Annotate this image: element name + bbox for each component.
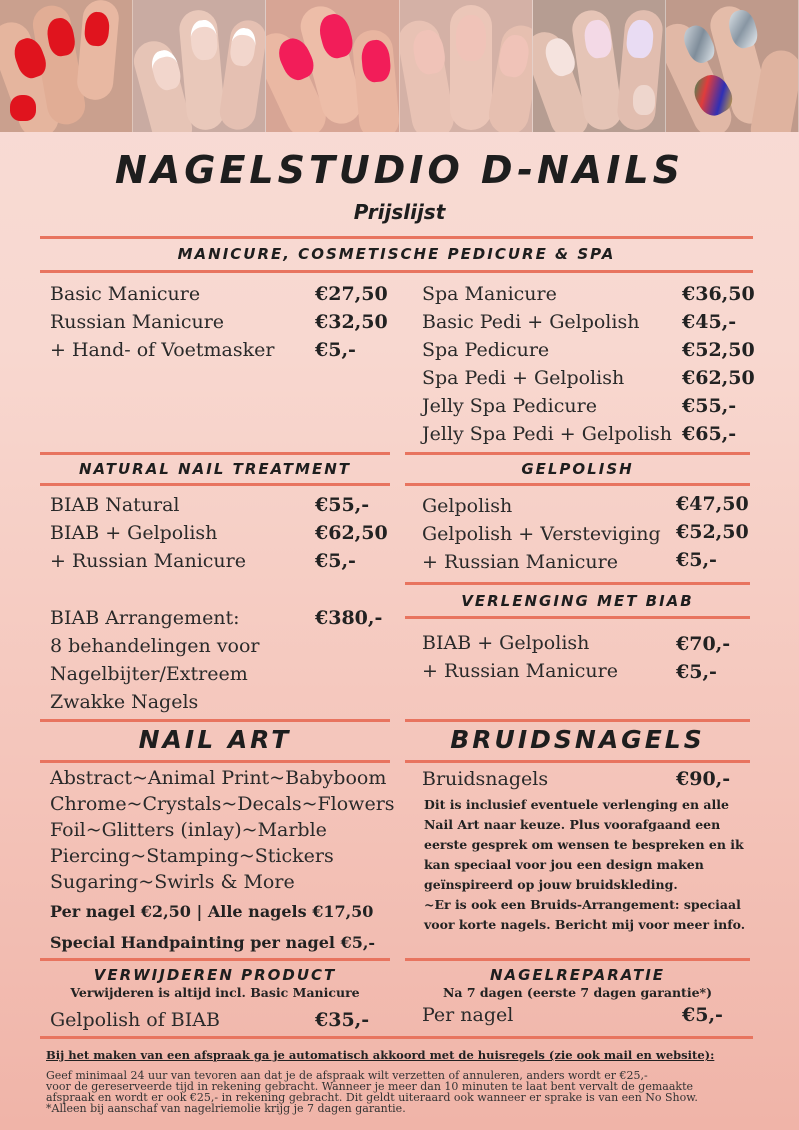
section-heading-manicure: MANICURE, COSMETISCHE PEDICURE & SPA: [177, 245, 616, 263]
arrangement-line: Nagelbijter/Extreem: [50, 663, 248, 685]
list-item-price: €32,50: [315, 311, 388, 333]
list-item-price: €5,-: [315, 339, 356, 361]
divider: [40, 236, 753, 239]
divider: [405, 452, 750, 455]
nailart-special: Special Handpainting per nagel €5,-: [50, 933, 376, 952]
list-item-name: Spa Pedicure: [422, 339, 550, 361]
nailart-line: Piercing~Stamping~Stickers: [50, 845, 334, 867]
list-item-name: BIAB + Gelpolish: [422, 632, 590, 654]
section-heading-verlenging: VERLENGING MET BIAB: [461, 592, 694, 610]
list-item-name: Spa Manicure: [422, 283, 557, 305]
list-item-price: €36,50: [682, 283, 755, 305]
footer-line: voor de gereserveerde tijd in rekening gebracht. Wanneer je meer dan 10 minuten te laat bent vervalt de gemaakte: [46, 1080, 693, 1093]
list-item-price: €52,50: [676, 521, 749, 543]
list-item-name: + Russian Manicure: [422, 551, 618, 573]
list-item-name: Per nagel: [422, 1004, 514, 1026]
nail-photo-leopard: [0, 0, 133, 132]
list-item-price: €62,50: [682, 367, 755, 389]
nailart-per-nail: Per nagel €2,50 | Alle nagels €17,50: [50, 902, 374, 921]
list-item-name: + Russian Manicure: [50, 550, 246, 572]
list-item-name: Jelly Spa Pedi + Gelpolish: [422, 423, 672, 445]
nailart-line: Abstract~Animal Print~Babyboom: [50, 767, 387, 789]
divider: [405, 719, 750, 722]
list-item-name: Basic Pedi + Gelpolish: [422, 311, 640, 333]
list-item-price: €45,-: [682, 311, 737, 333]
arrangement-line: 8 behandelingen voor: [50, 635, 260, 657]
nail-photo-glitter: [533, 0, 666, 132]
divider: [40, 452, 390, 455]
section-heading-verwijderen: VERWIJDEREN PRODUCT: [93, 966, 337, 984]
list-item-price: €62,50: [315, 522, 388, 544]
divider: [40, 1036, 753, 1039]
list-item-name: Bruidsnagels: [422, 768, 549, 790]
header-photo-strip: [0, 0, 799, 132]
page-subtitle: Prijslijst: [353, 200, 446, 224]
nail-photo-chrome: [666, 0, 799, 132]
footer-rules-text: [46, 1070, 766, 1114]
bruid-note-line: Dit is inclusief eventuele verlenging en alle: [424, 797, 729, 812]
arrangement-price: €380,-: [315, 607, 383, 629]
bruid-note-line: geïnspireerd op jouw bruidskleding.: [424, 877, 678, 892]
list-item-name: Basic Manicure: [50, 283, 201, 305]
divider: [40, 958, 390, 961]
arrangement-line: Zwakke Nagels: [50, 691, 199, 713]
nail-photo-french: [133, 0, 266, 132]
list-item-name: Gelpolish: [422, 495, 513, 517]
nail-photo-nude: [400, 0, 533, 132]
list-item-price: €55,-: [315, 494, 370, 516]
divider: [405, 958, 750, 961]
list-item-price: €52,50: [682, 339, 755, 361]
divider: [40, 719, 390, 722]
section-heading-natural: NATURAL NAIL TREATMENT: [79, 460, 351, 478]
page-title: NAGELSTUDIO D-NAILS: [115, 148, 684, 192]
list-item-name: + Russian Manicure: [422, 660, 618, 682]
footer-line: Geef minimaal 24 uur van tevoren aan dat je de afspraak wilt verzetten of annuleren, anders wordt er €25,-: [46, 1069, 648, 1082]
list-item-name: BIAB Natural: [50, 494, 180, 516]
section-heading-bruid: BRUIDSNAGELS: [450, 725, 705, 754]
divider: [405, 483, 750, 486]
section-heading-gelpolish: GELPOLISH: [521, 460, 634, 478]
bruid-note-line: kan speciaal voor jou een design maken: [424, 857, 704, 872]
list-item-name: Spa Pedi + Gelpolish: [422, 367, 625, 389]
list-item-price: €55,-: [682, 395, 737, 417]
list-item-price: €5,-: [676, 549, 717, 571]
list-item-name: BIAB + Gelpolish: [50, 522, 218, 544]
bruid-note-line: eerste gesprek om wensen te bespreken en ik: [424, 837, 744, 852]
list-item-price: €65,-: [682, 423, 737, 445]
nailart-line: Chrome~Crystals~Decals~Flowers: [50, 793, 395, 815]
bruid-note: [424, 795, 774, 935]
divider: [40, 270, 753, 273]
divider: [40, 760, 390, 763]
nail-photo-pink: [266, 0, 399, 132]
footer-rules-heading: Bij het maken van een afspraak ga je automatisch akkoord met de huisregels (zie ook mail en website):: [46, 1048, 715, 1062]
list-item-price: €47,50: [676, 493, 749, 515]
section-heading-reparatie: NAGELREPARATIE: [489, 966, 666, 984]
bruid-note-line: ~Er is ook een Bruids-Arrangement: speciaal: [424, 897, 741, 912]
list-item-price: €5,-: [682, 1004, 723, 1026]
divider: [405, 616, 750, 619]
list-item-price: €35,-: [315, 1009, 370, 1031]
footer-line: afspraak en wordt er ook €25,- in rekening gebracht. Dit geldt uiteraard ook wanneer er sprake is van een No Show.: [46, 1091, 698, 1104]
divider: [40, 483, 390, 486]
list-item-name: + Hand- of Voetmasker: [50, 339, 275, 361]
list-item-price: €5,-: [676, 661, 717, 683]
reparatie-sub: Na 7 dagen (eerste 7 dagen garantie*): [443, 985, 712, 1000]
divider: [405, 760, 750, 763]
list-item-name: Gelpolish of BIAB: [50, 1009, 220, 1031]
bruid-note-line: Nail Art naar keuze. Plus voorafgaand een: [424, 817, 721, 832]
nailart-line: Foil~Glitters (inlay)~Marble: [50, 819, 327, 841]
list-item-name: Russian Manicure: [50, 311, 225, 333]
list-item-price: €27,50: [315, 283, 388, 305]
bruid-note-line: voor korte nagels. Bericht mij voor meer info.: [424, 917, 746, 932]
list-item-name: Jelly Spa Pedicure: [422, 395, 597, 417]
nailart-line: Sugaring~Swirls & More: [50, 871, 295, 893]
list-item-name: Gelpolish + Versteviging: [422, 523, 661, 545]
arrangement-line: BIAB Arrangement:: [50, 607, 240, 629]
footer-line: *Alleen bij aanschaf van nagelriemolie krijg je 7 dagen garantie.: [46, 1102, 406, 1115]
divider: [405, 582, 750, 585]
verwijderen-sub: Verwijderen is altijd incl. Basic Manicure: [70, 985, 360, 1000]
list-item-price: €90,-: [676, 768, 731, 790]
list-item-price: €5,-: [315, 550, 356, 572]
list-item-price: €70,-: [676, 633, 731, 655]
section-heading-nailart: NAIL ART: [138, 725, 292, 754]
